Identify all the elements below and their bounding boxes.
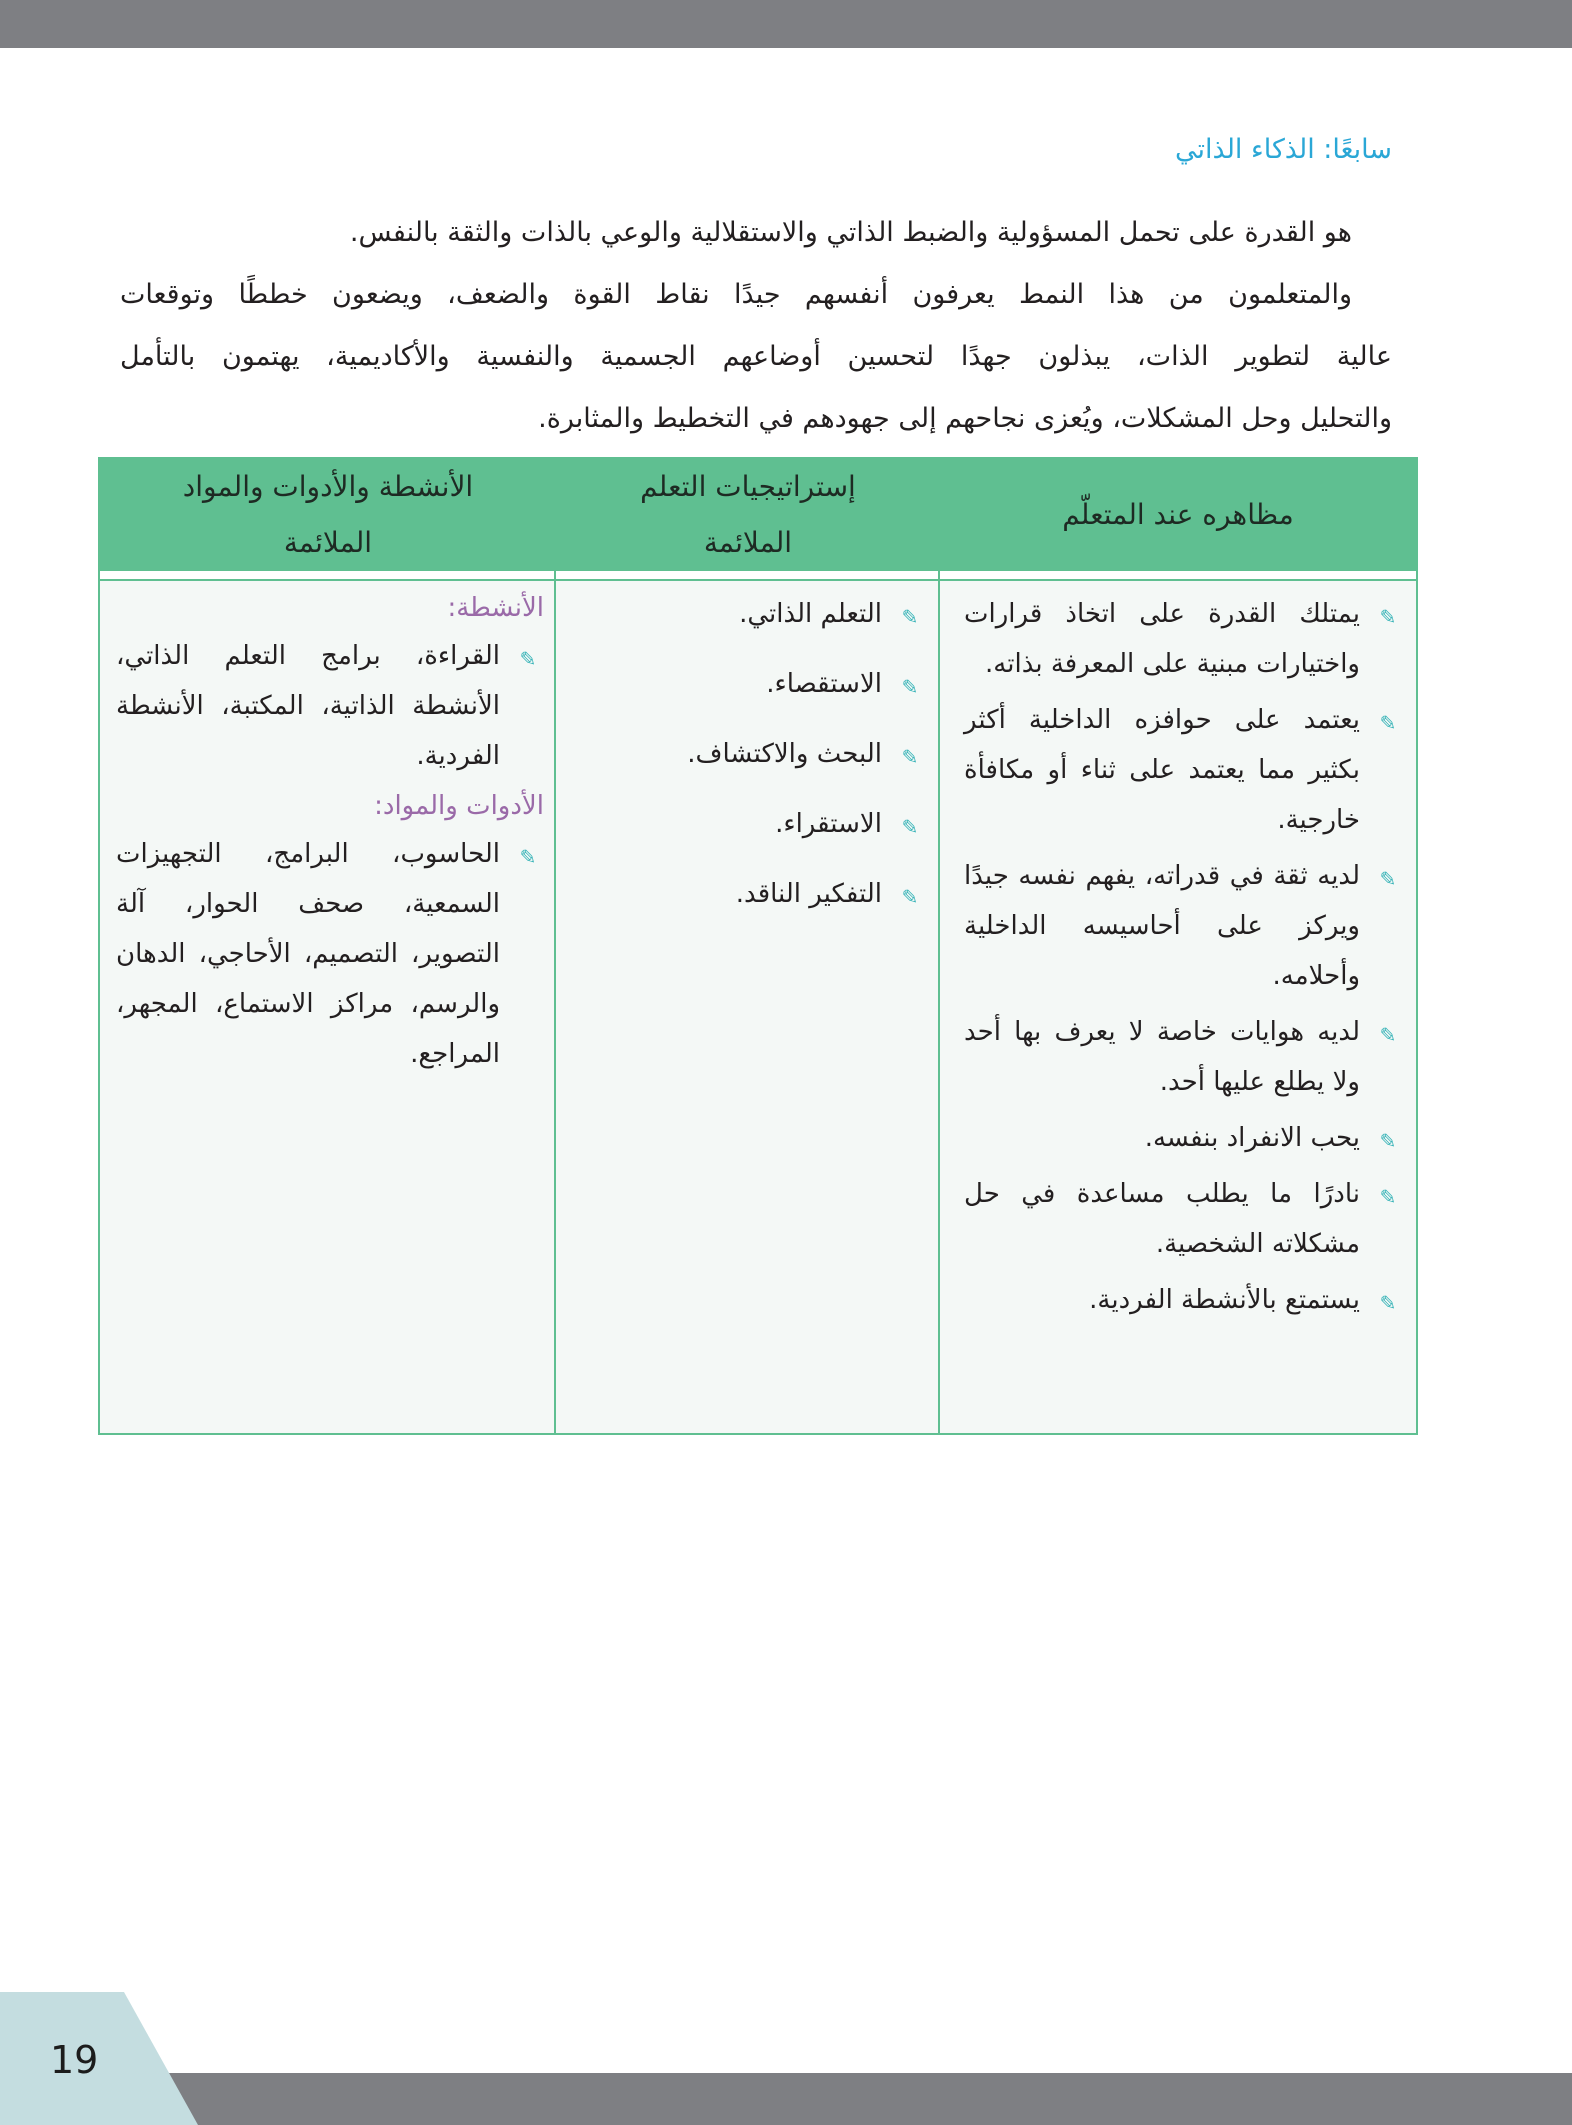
pencil-bullet-icon: ✎	[1379, 711, 1397, 735]
page-number: 19	[50, 2038, 99, 2082]
bottom-decorative-bar	[0, 2073, 1572, 2125]
section-title: سابعًا: الذكاء الذاتي	[1175, 134, 1392, 165]
intro-line: والمتعلمون من هذا النمط يعرفون أنفسهم جيدًا نقاط القوة والضعف، ويضعون خططًا وتوقعات	[120, 279, 1352, 310]
pencil-bullet-icon: ✎	[1379, 1023, 1397, 1047]
intro-paragraph	[120, 202, 1392, 450]
header-activities-tools: الأنشطة والأدوات والمواد الملائمة	[182, 470, 474, 559]
top-decorative-bar	[0, 0, 1572, 48]
header-strategies: إستراتيجيات التعلم الملائمة	[640, 470, 856, 559]
header-learner-traits: مظاهره عند المتعلّم	[1062, 498, 1294, 531]
list-item: ✎ يعتمد على حوافزه الداخلية أكثر بكثير مما يعتمد على ثناء أو مكافأة خارجية.	[964, 695, 1404, 845]
list-item: ✎ نادرًا ما يطلب مساعدة في حل مشكلاته الشخصية.	[964, 1169, 1404, 1269]
list-item: ✎ القراءة، برامج التعلم الذاتي، الأنشطة الذاتية، المكتبة، الأنشطة الفردية.	[116, 631, 544, 781]
pencil-bullet-icon: ✎	[1379, 1291, 1397, 1315]
intro-line: والتحليل وحل المشكلات، ويُعزى نجاحهم إلى جهودهم في التخطيط والمثابرة.	[538, 403, 1392, 434]
traits-cell	[964, 589, 1404, 1331]
list-item: ✎ الاستقصاء.	[576, 659, 926, 709]
pencil-bullet-icon: ✎	[1379, 1129, 1397, 1153]
list-item: ✎ يمتلك القدرة على اتخاذ قرارات واختيارات مبنية على المعرفة بذاته.	[964, 589, 1404, 689]
pencil-bullet-icon: ✎	[901, 885, 919, 909]
pencil-bullet-icon: ✎	[901, 675, 919, 699]
tools-label: الأدوات والمواد:	[374, 791, 544, 821]
strategies-cell	[576, 589, 926, 939]
list-item: ✎ يستمتع بالأنشطة الفردية.	[964, 1275, 1404, 1325]
intro-line: هو القدرة على تحمل المسؤولية والضبط الذاتي والاستقلالية والوعي بالذات والثقة بالنفس.	[349, 217, 1352, 248]
list-item: ✎ لديه هوايات خاصة لا يعرف بها أحد ولا يطلع عليها أحد.	[964, 1007, 1404, 1107]
pencil-bullet-icon: ✎	[901, 815, 919, 839]
pencil-bullet-icon: ✎	[901, 745, 919, 769]
list-item: ✎ البحث والاكتشاف.	[576, 729, 926, 779]
column-divider	[938, 459, 940, 1433]
activities-cell	[116, 585, 544, 1079]
intelligence-table	[98, 457, 1418, 1435]
activities-label: الأنشطة:	[447, 593, 544, 623]
header-divider	[100, 571, 1416, 581]
pencil-bullet-icon: ✎	[1379, 1185, 1397, 1209]
pencil-bullet-icon: ✎	[1379, 605, 1397, 629]
column-divider	[554, 459, 556, 1433]
intro-line: عالية لتطوير الذات، يبذلون جهدًا لتحسين أوضاعهم الجسمية والنفسية والأكاديمية، يهتمون بالتأمل	[120, 341, 1392, 372]
list-item: ✎ الحاسوب، البرامج، التجهيزات السمعية، صحف الحوار، آلة التصوير، التصميم، الأحاجي، الدهان والرسم، مراكز الاستماع، المجهر، المراجع.	[116, 829, 544, 1079]
list-item: ✎ الاستقراء.	[576, 799, 926, 849]
pencil-bullet-icon: ✎	[1379, 867, 1397, 891]
page-number-tab	[0, 1992, 198, 2125]
list-item: ✎ التفكير الناقد.	[576, 869, 926, 919]
pencil-bullet-icon: ✎	[519, 845, 537, 869]
pencil-bullet-icon: ✎	[519, 647, 537, 671]
table-header-row	[100, 459, 1416, 571]
pencil-bullet-icon: ✎	[901, 605, 919, 629]
list-item: ✎ يحب الانفراد بنفسه.	[964, 1113, 1404, 1163]
list-item: ✎ لديه ثقة في قدراته، يفهم نفسه جيدًا ويركز على أحاسيسه الداخلية وأحلامه.	[964, 851, 1404, 1001]
list-item: ✎ التعلم الذاتي.	[576, 589, 926, 639]
